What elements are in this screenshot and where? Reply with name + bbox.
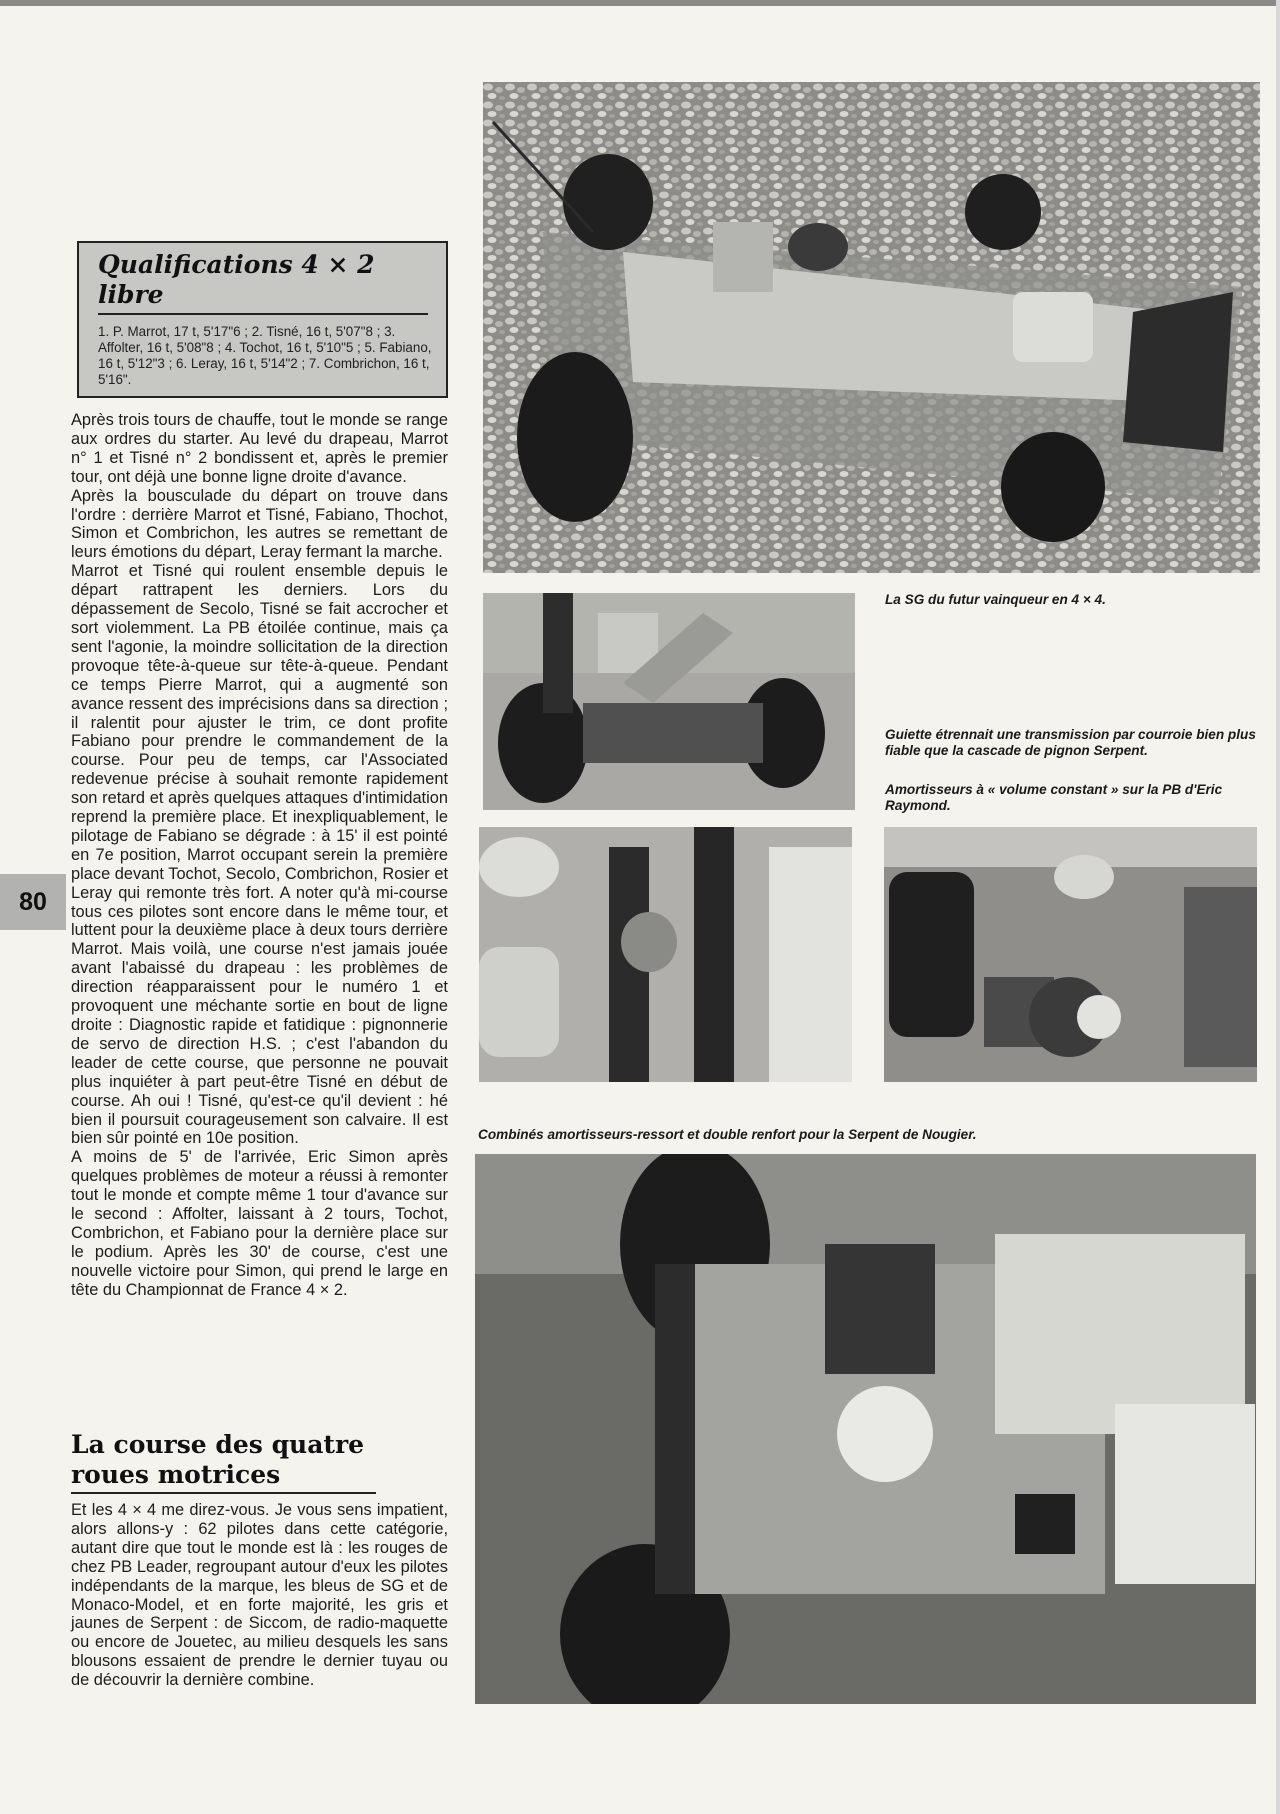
page-number-tab [0,874,66,930]
caption-raymond: Amortisseurs à « volume constant » sur la PB d'Eric Raymond. [885,782,1223,813]
qualifications-title: Qualifications 4 × 2 libre [98,250,428,315]
section-body [71,1501,448,1690]
article-paragraph: Après la bousculade du départ on trouve dans l'ordre : derrière Marrot et Tisné, Fabiano, Thochot, Simon et Combrichon, les autres se remettant de leurs émotions du départ, Leray fermant la marche. [71,486,448,562]
caption-guiette: Guiette étrennait une transmission par courroie bien plus fiable que la cascade de pignon Serpent. [885,727,1256,758]
article-body [71,411,448,1300]
article-paragraph: Marrot et Tisné qui roulent ensemble depuis le départ rattrapent les derniers. Lors du dépassement de Secolo, Tisné se fait accrocher et sort violemment. La PB étoilée continue, mais ça sent l'agonie, la moindre sollicitation de la direction provoque tête-à-queue sur tête-à-queue. Pendant ce temps Pierre Marrot, qui a augmenté son avance ressent des imprécisions dans sa direction ; il ralentit pour ajuster le trim, ce dont profite Fabiano pour prendre le commandement de la course. Pour peu de temps, car l'Associated redevenue précise à souhait remonte rapidement son retard et après quelques attaques d'intimidation reprend la première place. Et inexpliquablement, le pilotage de Fabiano se dégrade : à 15' il est pointé en 7e position, Marrot occupant serein la première place devant Tochot, Secolo, Combrichon, Rosier et Leray qui remonte très fort. A noter qu'à mi-course tous ces pilotes sont encore dans le même tour, et luttent pour la deuxième place à deux tours derrière Marrot. Mais voilà, une course n'est jamais jouée avant l'abaissé du drapeau : les problèmes de direction réapparaissent pour le numéro 1 et provoquent une méchante sortie en bout de ligne droite : Diagnostic rapide et fatidique : pignonnerie de servo de direction H.S. ; c'est l'abandon du leader de cette course, que personne ne pouvait plus inquiéter à part peut-être Tisné en début de course. Ah oui ! Tisné, qu'est-ce qu'il devient : hé bien il poursuit courageusement son calvaire. Il est bien sûr pointé en 10e position. [71,562,448,1148]
rc-car-engine-photo [884,827,1257,1082]
rc-car-serpent-photo [475,1154,1256,1704]
qualifications-box [77,241,448,398]
caption-sg-winner: La SG du futur vainqueur en 4 × 4. [885,592,1106,607]
page-edge [1276,0,1280,1814]
top-border [0,0,1280,6]
rc-car-rear-photo [483,593,855,810]
caption-nougier: Combinés amortisseurs-ressort et double renfort pour la Serpent de Nougier. [478,1127,977,1142]
section-title: La course des quatre roues motrices [71,1430,376,1494]
page-number: 80 [19,887,47,916]
section-paragraph: Et les 4 × 4 me direz-vous. Je vous sens impatient, alors allons-y : 62 pilotes dans cette catégorie, autant dire que tout le monde est là : les rouges de chez PB Leader, regroupant autour d'eux les pilotes indépendants de la marque, les bleus de SG et de Monaco-Model, et en forte majorité, les gris et jaunes de Serpent : de Siccom, de radio-maquette ou encore de Jouetec, au milieu desquels les sans blousons essaient de prendre le dernier tuyau ou de découvrir la dernière combine. [71,1501,448,1690]
qualifications-results: 1. P. Marrot, 17 t, 5'17"6 ; 2. Tisné, 16 t, 5'07"8 ; 3. Affolter, 16 t, 5'08"8 ; 4. Tochot, 16 t, 5'10"5 ; 5. Fabiano, 16 t, 5'12"3 ; 6. Leray, 16 t, 5'14"2 ; 7. Combrichon, 16 t, 5'16". [98,324,432,387]
article-paragraph: Après trois tours de chauffe, tout le monde se range aux ordres du starter. Au levé du drapeau, Marrot n° 1 et Tisné n° 2 bondissent et, après le premier tour, ont déjà une bonne ligne droite d'avance. [71,411,448,486]
rc-car-sg-photo [483,82,1260,573]
rc-car-transmission-photo [479,827,852,1082]
article-paragraph: A moins de 5' de l'arrivée, Eric Simon après quelques problèmes de moteur a réussi à remonter tout le monde et compte même 1 tour d'avance sur le second : Affolter, laissant à 2 tours, Tochot, Combrichon, et Fabiano pour la dernière place sur le podium. Après les 30' de course, c'est une nouvelle victoire pour Simon, qui prend le large en tête du Championnat de France 4 × 2. [71,1148,448,1299]
